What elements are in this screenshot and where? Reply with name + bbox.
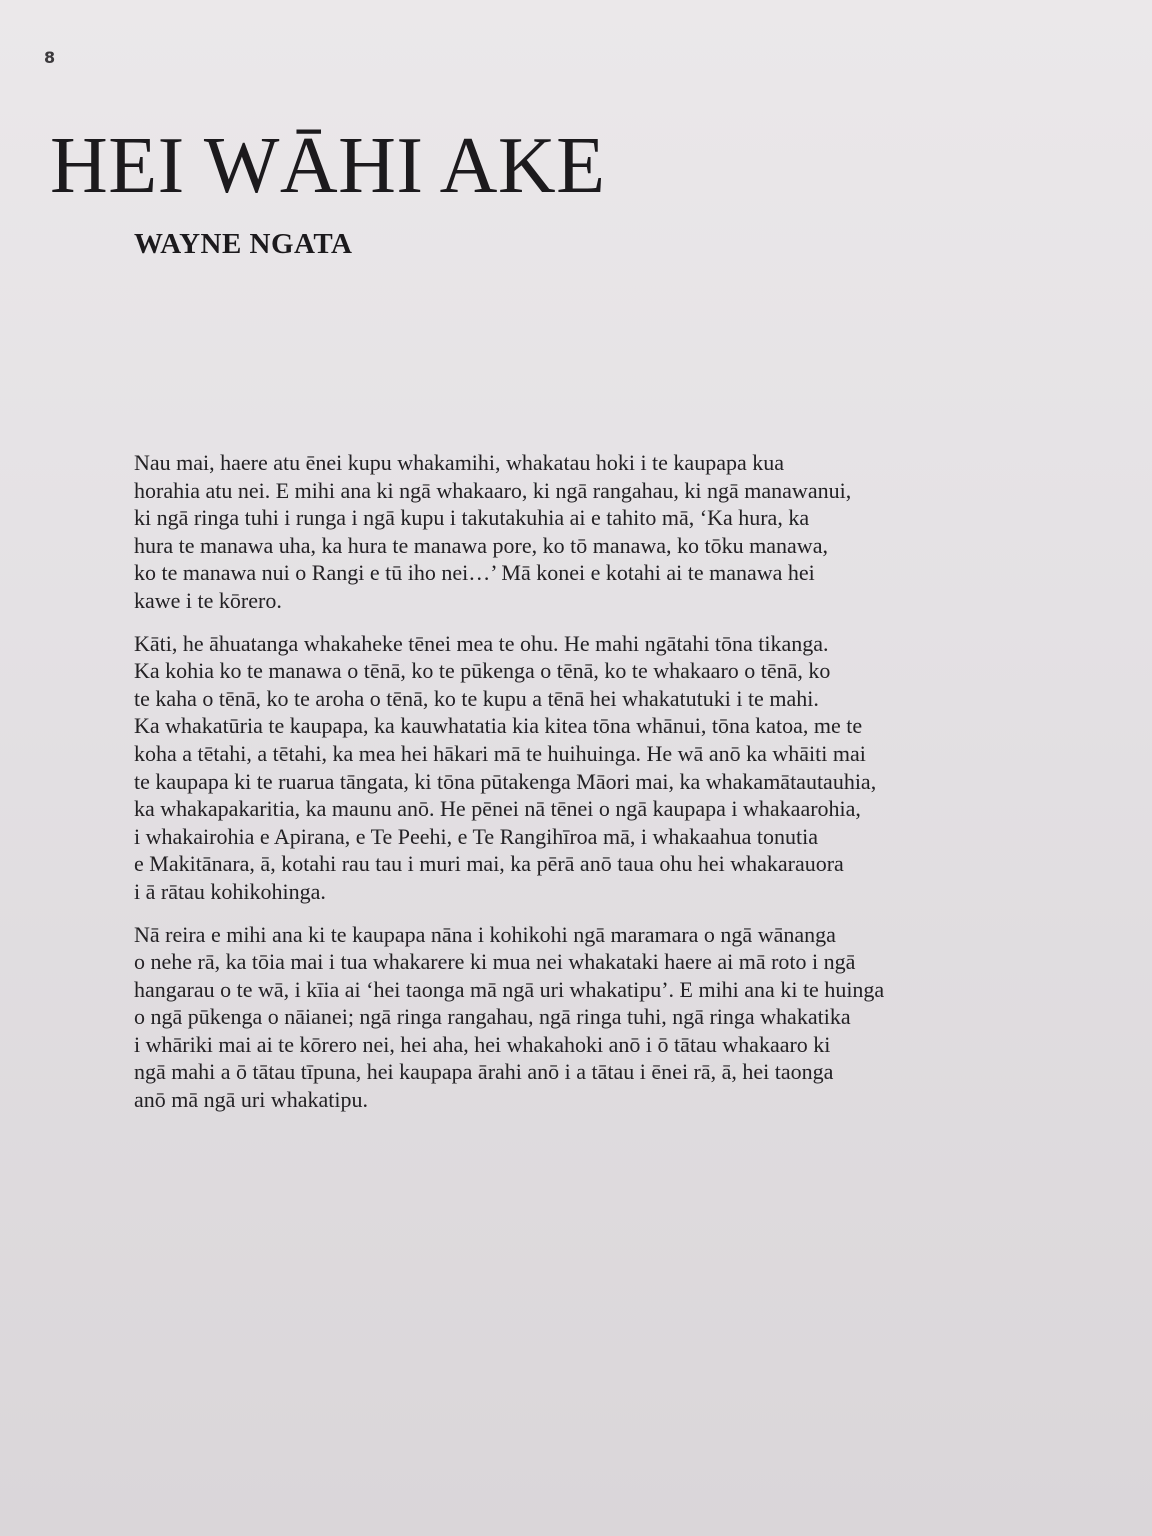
text-line: koha a tētahi, a tētahi, ka mea hei hākari mā te huihuinga. He wā anō ka whāiti mai — [134, 740, 866, 766]
text-line: ko te manawa nui o Rangi e tū iho nei…’ Mā konei e kotahi ai te manawa hei — [134, 560, 815, 586]
text-line: i whakairohia e Apirana, e Te Peehi, e Te Rangihīroa mā, i whakaahua tonutia — [134, 823, 818, 849]
text-line: Nau mai, haere atu ēnei kupu whakamihi, whakatau hoki i te kaupapa kua — [134, 450, 784, 475]
text-line: kawe i te kōrero. — [134, 587, 282, 613]
text-line: ngā mahi a ō tātau tīpuna, hei kaupapa ārahi anō i a tātau i ēnei rā, ā, hei taonga — [134, 1059, 834, 1085]
page-title: HEI WĀHI AKE — [50, 122, 606, 210]
paragraph — [134, 630, 1009, 906]
text-line: te kaha o tēnā, ko te aroha o tēnā, ko te kupu a tēnā hei whakatutuki i te mahi. — [134, 685, 819, 711]
paragraph — [134, 449, 1009, 615]
body-text — [134, 449, 1009, 1129]
author-name: WAYNE NGATA — [134, 228, 353, 260]
text-line: Nā reira e mihi ana ki te kaupapa nāna i kohikohi ngā maramara o ngā wānanga — [134, 921, 836, 947]
text-line: te kaupapa ki te ruarua tāngata, ki tōna pūtakenga Māori mai, ka whakamātautauhia, — [134, 768, 877, 794]
text-line: hangarau o te wā, i kīia ai ‘hei taonga mā ngā uri whakatipu’. E mihi ana ki te huinga — [134, 976, 885, 1002]
text-line: o nehe rā, ka tōia mai i tua whakarere ki mua nei whakataki haere ai mā roto i ngā — [134, 949, 856, 975]
text-line: Ka whakatūria te kaupapa, ka kauwhatatia kia kitea tōna whānui, tōna katoa, me te — [134, 713, 863, 739]
text-line: hura te manawa uha, ka hura te manawa pore, ko tō manawa, ko tōku manawa, — [134, 532, 828, 558]
text-line: anō mā ngā uri whakatipu. — [134, 1087, 368, 1113]
text-line: horahia atu nei. E mihi ana ki ngā whakaaro, ki ngā rangahau, ki ngā manawanui, — [134, 477, 852, 503]
text-line: i ā rātau kohikohinga. — [134, 878, 326, 904]
text-line: i whāriki mai ai te kōrero nei, hei aha, hei whakahoki anō i ō tātau whakaaro ki — [134, 1031, 831, 1057]
text-line: Kāti, he āhuatanga whakaheke tēnei mea te ohu. He mahi ngātahi tōna tikanga. — [134, 630, 829, 656]
text-line: e Makitānara, ā, kotahi rau tau i muri mai, ka pērā anō taua ohu hei whakarauora — [134, 851, 844, 877]
page-number: 8 — [44, 48, 56, 67]
text-line: ka whakapakaritia, ka maunu anō. He pēnei nā tēnei o ngā kaupapa i whakaarohia, — [134, 796, 861, 822]
paragraph — [134, 921, 1009, 1114]
text-line: Ka kohia ko te manawa o tēnā, ko te pūkenga o tēnā, ko te whakaaro o tēnā, ko — [134, 658, 831, 684]
text-line: o ngā pūkenga o nāianei; ngā ringa rangahau, ngā ringa tuhi, ngā ringa whakatika — [134, 1004, 851, 1030]
text-line: ki ngā ringa tuhi i runga i ngā kupu i takutakuhia ai e tahito mā, ‘Ka hura, ka — [134, 505, 810, 531]
